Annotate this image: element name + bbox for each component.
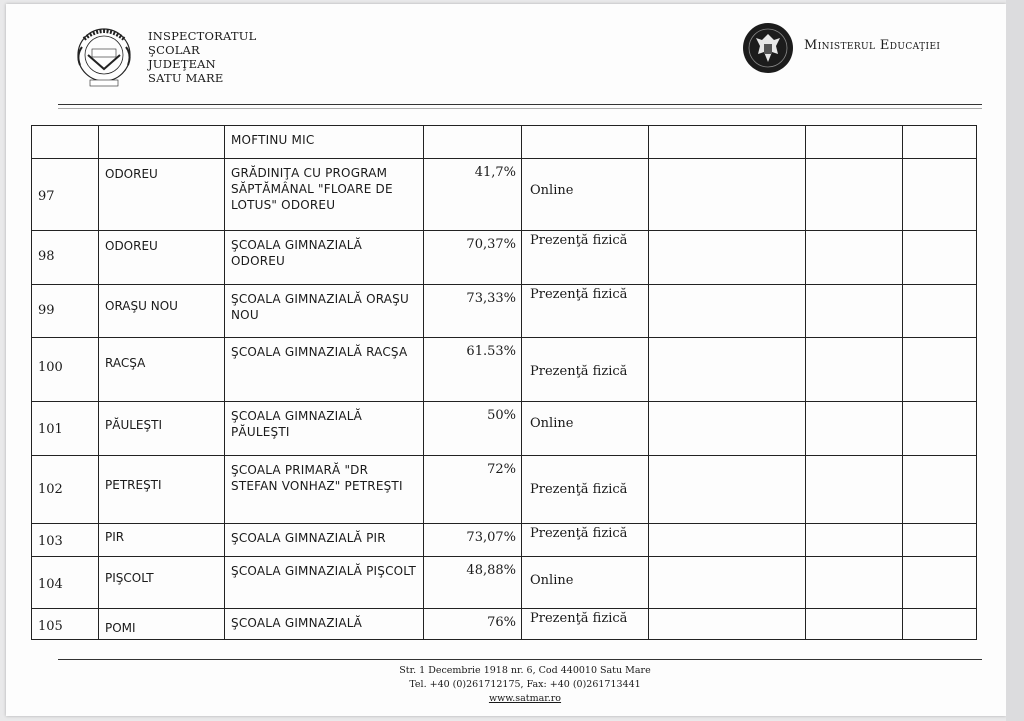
- locality-cell: [99, 338, 225, 402]
- isj-line-3: JUDEŢEAN: [148, 57, 216, 71]
- empty-cell: [903, 557, 977, 609]
- table-row: [32, 456, 977, 524]
- school-cell-text: ŞCOALA GIMNAZIALĂ ODOREU: [231, 238, 363, 268]
- nr-cell: [32, 285, 99, 338]
- empty-cell: [649, 231, 806, 285]
- locality-cell: [99, 159, 225, 231]
- table-row: [32, 338, 977, 402]
- mode-cell-text: Online: [530, 416, 574, 431]
- mode-cell-text: Prezenţă fizică: [530, 233, 628, 248]
- empty-cell: [903, 285, 977, 338]
- empty-cell: [649, 524, 806, 557]
- locality-cell-text: [99, 126, 224, 130]
- header-divider: [58, 104, 982, 105]
- school-cell: [225, 456, 424, 524]
- percent-cell-text: 73,07%: [466, 530, 516, 545]
- empty-cell: [806, 609, 903, 640]
- school-cell-text: ŞCOALA GIMNAZIALĂ PIŞCOLT: [231, 564, 417, 578]
- percent-cell-text: 72%: [487, 462, 516, 477]
- percent-cell-text: 76%: [487, 615, 516, 630]
- mode-cell: [522, 285, 649, 338]
- empty-cell: [903, 159, 977, 231]
- empty-cell: [649, 159, 806, 231]
- mode-cell-text: Prezenţă fizică: [530, 364, 628, 379]
- empty-cell: [806, 285, 903, 338]
- percent-cell-text: [424, 126, 521, 132]
- mode-cell: [522, 126, 649, 159]
- school-cell: [225, 524, 424, 557]
- percent-cell-text: 73,33%: [466, 291, 516, 306]
- percent-cell: [424, 609, 522, 640]
- school-cell: [225, 231, 424, 285]
- nr-cell: [32, 456, 99, 524]
- table-row: [32, 524, 977, 557]
- nr-cell: [32, 231, 99, 285]
- nr-cell-text: 98: [38, 249, 55, 264]
- mode-cell: [522, 557, 649, 609]
- mode-cell: [522, 231, 649, 285]
- locality-cell: [99, 126, 225, 159]
- page-edge: [1006, 0, 1024, 721]
- locality-cell: [99, 285, 225, 338]
- mode-cell: [522, 159, 649, 231]
- locality-cell-text: ODOREU: [105, 167, 158, 181]
- mode-cell: [522, 338, 649, 402]
- locality-cell-text: POMI: [105, 621, 136, 635]
- school-cell: [225, 338, 424, 402]
- nr-cell: [32, 557, 99, 609]
- nr-cell-text: 99: [38, 303, 55, 318]
- empty-cell: [649, 456, 806, 524]
- school-cell-text: ŞCOALA GIMNAZIALĂ PĂULEŞTI: [231, 409, 363, 439]
- empty-cell: [806, 126, 903, 159]
- locality-cell-text: PIŞCOLT: [105, 571, 154, 585]
- locality-cell-text: ODOREU: [105, 239, 158, 253]
- locality-cell-text: ORAŞU NOU: [105, 299, 178, 313]
- percent-cell: [424, 126, 522, 159]
- nr-cell: [32, 609, 99, 640]
- school-cell-text: ŞCOALA GIMNAZIALĂ RACŞA: [231, 345, 408, 359]
- percent-cell-text: 50%: [487, 408, 516, 423]
- empty-cell: [649, 609, 806, 640]
- percent-cell: [424, 159, 522, 231]
- footer: [340, 664, 710, 706]
- table-row: [32, 126, 977, 159]
- empty-cell: [903, 402, 977, 456]
- mode-cell: [522, 524, 649, 557]
- ministry-emblem: [742, 22, 794, 74]
- empty-cell: [806, 231, 903, 285]
- isj-line-4: SATU MARE: [148, 71, 224, 85]
- table-row: [32, 557, 977, 609]
- locality-cell: [99, 456, 225, 524]
- empty-cell: [903, 524, 977, 557]
- empty-cell: [806, 557, 903, 609]
- empty-cell: [649, 126, 806, 159]
- percent-cell: [424, 338, 522, 402]
- nr-cell-text: 102: [38, 482, 63, 497]
- empty-cell: [649, 402, 806, 456]
- empty-cell: [903, 609, 977, 640]
- nr-cell: [32, 126, 99, 159]
- school-cell: [225, 285, 424, 338]
- footer-divider: [58, 659, 982, 660]
- locality-cell-text: PIR: [105, 530, 125, 544]
- table-row: [32, 402, 977, 456]
- empty-cell: [649, 285, 806, 338]
- footer-contact: Tel. +40 (0)261712175, Fax: +40 (0)261713441: [409, 679, 641, 690]
- percent-cell-text: 61.53%: [466, 344, 516, 359]
- percent-cell: [424, 402, 522, 456]
- empty-cell: [903, 231, 977, 285]
- school-cell-text: ŞCOALA GIMNAZIALĂ: [231, 616, 363, 630]
- mode-cell: [522, 402, 649, 456]
- empty-cell: [806, 524, 903, 557]
- mode-cell-text: Prezenţă fizică: [530, 482, 628, 497]
- school-cell: [225, 402, 424, 456]
- nr-cell: [32, 338, 99, 402]
- locality-cell-text: PĂULEŞTI: [105, 418, 162, 432]
- nr-cell-text: 97: [38, 189, 55, 204]
- school-cell-text: GRĂDINIŢA CU PROGRAM SĂPTĂMÂNAL "FLOARE DE LOTUS" ODOREU: [231, 166, 393, 212]
- empty-cell: [649, 338, 806, 402]
- empty-cell: [903, 338, 977, 402]
- school-cell-text: MOFTINU MIC: [231, 133, 315, 147]
- mode-cell-text: Prezenţă fizică: [530, 287, 628, 302]
- mode-cell: [522, 456, 649, 524]
- nr-cell-text: 105: [38, 619, 63, 634]
- mode-cell-text: Prezenţă fizică: [530, 611, 628, 626]
- percent-cell-text: 48,88%: [466, 563, 516, 578]
- empty-cell: [649, 557, 806, 609]
- percent-cell-text: 41,7%: [474, 165, 516, 180]
- percent-cell: [424, 456, 522, 524]
- empty-cell: [903, 126, 977, 159]
- locality-cell: [99, 557, 225, 609]
- table-row: [32, 159, 977, 231]
- isj-line-1: INSPECTORATUL: [148, 29, 257, 43]
- nr-cell-text: 100: [38, 360, 63, 375]
- mode-cell-text: Online: [530, 183, 574, 198]
- empty-cell: [806, 338, 903, 402]
- mode-cell-text: Prezenţă fizică: [530, 526, 628, 541]
- school-cell-text: ŞCOALA GIMNAZIALĂ ORAŞU NOU: [231, 292, 409, 322]
- nr-cell: [32, 524, 99, 557]
- percent-cell-text: 70,37%: [466, 237, 516, 252]
- school-cell-text: ŞCOALA PRIMARĂ "DR STEFAN VONHAZ" PETREŞTI: [231, 463, 403, 493]
- nr-cell-text: 104: [38, 577, 63, 592]
- percent-cell: [424, 231, 522, 285]
- locality-cell: [99, 609, 225, 640]
- header-divider-secondary: [58, 108, 982, 109]
- school-cell-text: ŞCOALA GIMNAZIALĂ PIR: [231, 531, 386, 545]
- footer-website-link[interactable]: www.satmar.ro: [488, 693, 562, 704]
- table-row: [32, 609, 977, 640]
- nr-cell: [32, 402, 99, 456]
- percent-cell: [424, 285, 522, 338]
- table-row: [32, 231, 977, 285]
- school-cell: [225, 609, 424, 640]
- table-row: [32, 285, 977, 338]
- nr-cell-text: 101: [38, 422, 63, 437]
- mode-cell: [522, 609, 649, 640]
- school-cell: [225, 159, 424, 231]
- locality-cell-text: PETREŞTI: [105, 478, 162, 492]
- school-cell: [225, 557, 424, 609]
- empty-cell: [806, 159, 903, 231]
- nr-cell: [32, 159, 99, 231]
- percent-cell: [424, 557, 522, 609]
- empty-cell: [806, 456, 903, 524]
- isj-line-2: ŞCOLAR: [148, 43, 200, 57]
- empty-cell: [806, 402, 903, 456]
- percent-cell: [424, 524, 522, 557]
- school-cell: [225, 126, 424, 159]
- isj-logo: [70, 25, 138, 93]
- locality-cell: [99, 231, 225, 285]
- mode-cell-text: Online: [530, 573, 574, 588]
- locality-cell-text: RACŞA: [105, 356, 146, 370]
- locality-cell: [99, 402, 225, 456]
- empty-cell: [903, 456, 977, 524]
- schools-table: [31, 125, 977, 640]
- locality-cell: [99, 524, 225, 557]
- ministry-title: Ministerul Educaţiei: [804, 38, 941, 53]
- footer-address: Str. 1 Decembrie 1918 nr. 6, Cod 440010 Satu Mare: [399, 665, 651, 676]
- isj-title: [148, 29, 256, 85]
- nr-cell-text: 103: [38, 534, 63, 549]
